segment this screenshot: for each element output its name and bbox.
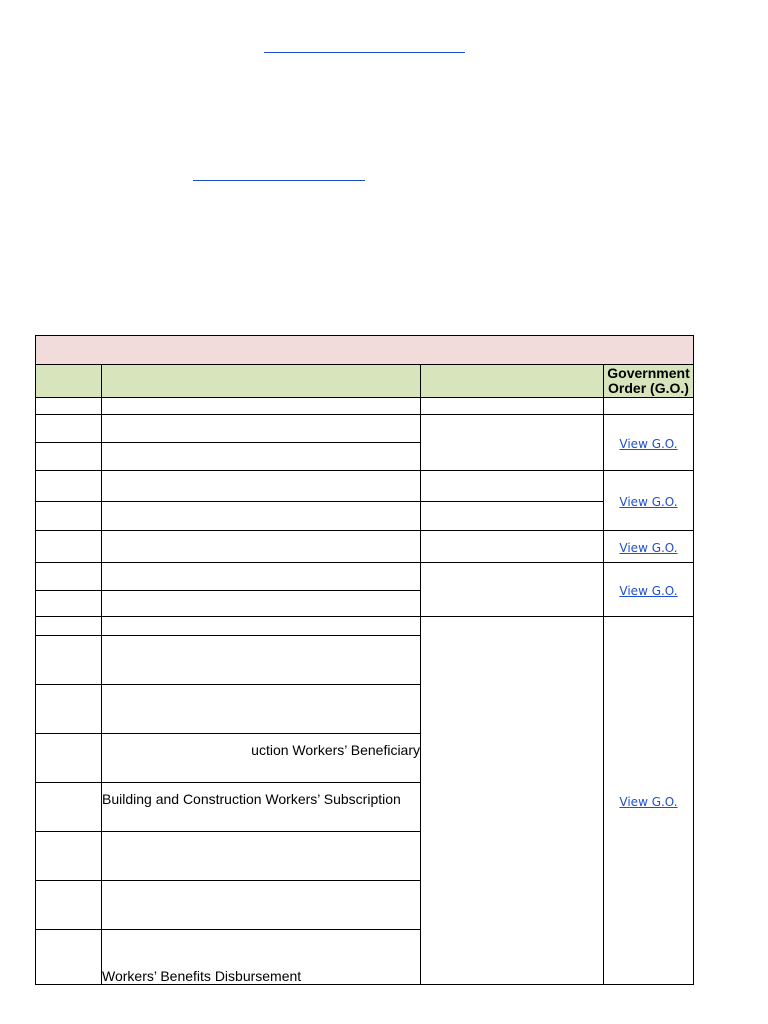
view-go-link-5[interactable]: View G.O. [619, 794, 678, 809]
header-service-cell [102, 365, 421, 398]
link-underline-second[interactable] [193, 180, 365, 181]
service-name-cell: uction Workers’ Beneficiary [102, 734, 421, 783]
view-go-link-4[interactable]: View G.O. [619, 583, 678, 598]
view-go-link-3[interactable]: View G.O. [619, 540, 678, 555]
view-go-link-2[interactable]: View G.O. [619, 494, 678, 509]
service-name-cell: Workers’ Benefits Disbursement [102, 930, 421, 985]
table-row [36, 502, 694, 531]
table-row [36, 415, 694, 443]
service-name-cell: Building and Construction Workers’ Subscription [102, 783, 421, 832]
header-go-cell: Government Order (G.O.) [604, 365, 694, 398]
table-row [36, 617, 694, 636]
view-go-link-1[interactable]: View G.O. [619, 436, 678, 451]
header-department-cell [421, 365, 604, 398]
table-title-row [36, 336, 694, 365]
table-title-cell [36, 336, 694, 365]
table-row [36, 398, 694, 415]
table-row [36, 531, 694, 563]
services-table [35, 335, 694, 985]
link-underline-top[interactable] [264, 52, 465, 53]
table-row [36, 471, 694, 502]
table-row [36, 563, 694, 591]
header-serial-cell [36, 365, 102, 398]
table-header-row [36, 365, 694, 398]
